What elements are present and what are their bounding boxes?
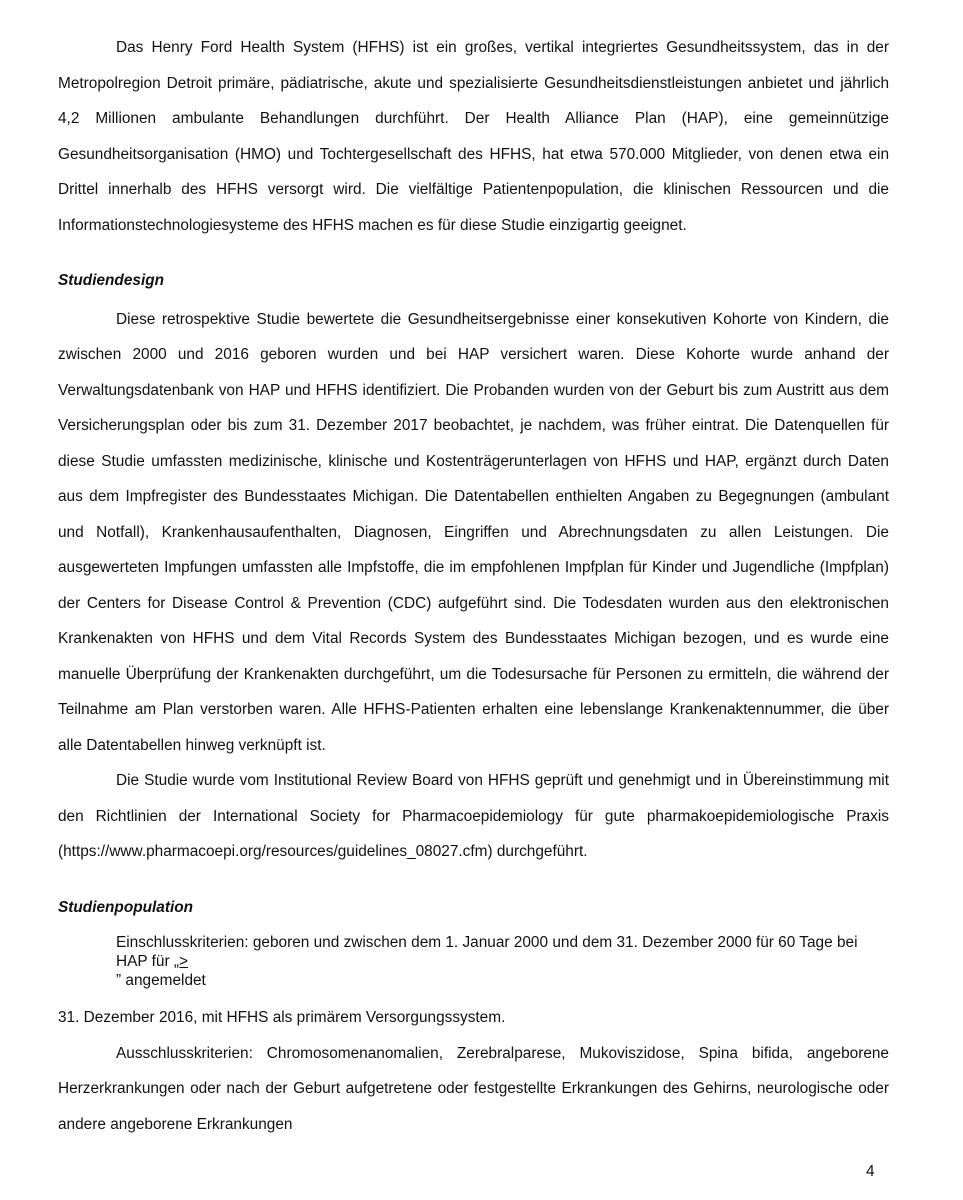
- study-design-paragraph-2: Die Studie wurde vom Institutional Review Board von HFHS geprüft und genehmigt und in Übereinstimmung mit den Richtlinien der International Society for Pharmacoepidemiology für gute pharmakoepidemiologische Praxis (https://www.pharmacoepi.org/resources/guidelines_08027.cfm) durchgeführt.: [58, 772, 889, 860]
- inclusion-criteria: [58, 925, 889, 990]
- inclusion-criteria-text: Einschlusskriterien: geboren und zwischen dem 1. Januar 2000 und dem 31. Dezember 2000 für 60 Tage bei HAP für: [116, 934, 858, 970]
- exclusion-criteria: Ausschlusskriterien: Chromosomenanomalien, Zerebralparese, Mukoviszidose, Spina bifida, angeborene Herzerkrankungen oder nach der Geburt aufgetretene oder festgestellte Erkrankungen des Gehirns, neurologische oder andere angeborene Erkrankungen: [58, 1044, 889, 1133]
- section-heading-study-population: Studienpopulation: [58, 898, 194, 916]
- document-page: [58, 30, 889, 1142]
- inclusion-criteria-continuation: 31. Dezember 2016, mit HFHS als primärem Versorgungssystem.: [58, 1009, 506, 1026]
- study-design-paragraph-1: Diese retrospektive Studie bewertete die Gesundheitsergebnisse einer konsekutiven Kohorte von Kindern, die zwischen 2000 und 2016 geboren wurden und bei HAP versichert waren. Diese Kohorte wurde anhand der Verwaltungsdatenbank von HAP und HFHS identifiziert. Die Probanden wurden von der Geburt bis zum Austritt aus dem Versicherungsplan oder bis zum 31. Dezember 2017 beobachtet, je nachdem, was früher eintrat. Die Datenquellen für diese Studie umfassten medizinische, klinische und Kostenträgerunterlagen von HFHS und HAP, ergänzt durch Daten aus dem Impfregister des Bundesstaates Michigan. Die Datentabellen enthielten Angaben zu Begegnungen (ambulant und Notfall), Krankenhausaufenthalten, Diagnosen, Eingriffen und Abrechnungsdaten zu allen Leistungen. Die ausgewerteten Impfungen umfassten alle Impfstoffe, die im empfohlenen Impfplan für Kinder und Jugendliche (Impfplan) der Centers for Disease Control & Prevention (CDC) aufgeführt sind. Die Todesdaten wurden aus den elektronischen Krankenakten von HFHS und dem Vital Records System des Bundesstaates Michigan bezogen, und es wurde eine manuelle Überprüfung der Krankenakten durchgeführt, um die Todesursache für Personen zu ermitteln, die während der Teilnahme am Plan verstorben waren. Alle HFHS-Patienten erhalten eine lebenslange Krankenaktennummer, die über alle Datentabellen hinweg verknüpft ist.: [58, 310, 889, 754]
- section-heading-study-design: Studiendesign: [58, 272, 165, 289]
- page-number: 4: [866, 1163, 875, 1180]
- inclusion-criteria-link[interactable]: „>: [173, 953, 189, 970]
- intro-paragraph: Das Henry Ford Health System (HFHS) ist ein großes, vertikal integriertes Gesundheitssystem, das in der Metropolregion Detroit primäre, pädiatrische, akute und spezialisierte Gesundheitsdienstleistungen anbietet und jährlich 4,2 Millionen ambulante Behandlungen durchführt. Der Health Alliance Plan (HAP), eine gemeinnützige Gesundheitsorganisation (HMO) und Tochtergesellschaft des HFHS, hat etwa 570.000 Mitglieder, von denen etwa ein Drittel innerhalb des HFHS versorgt wird. Die vielfältige Patientenpopulation, die klinischen Ressourcen und die Informationstechnologiesysteme des HFHS machen es für diese Studie einzigartig geeignet.: [58, 39, 889, 234]
- inclusion-criteria-tail: ” angemeldet: [116, 972, 206, 989]
